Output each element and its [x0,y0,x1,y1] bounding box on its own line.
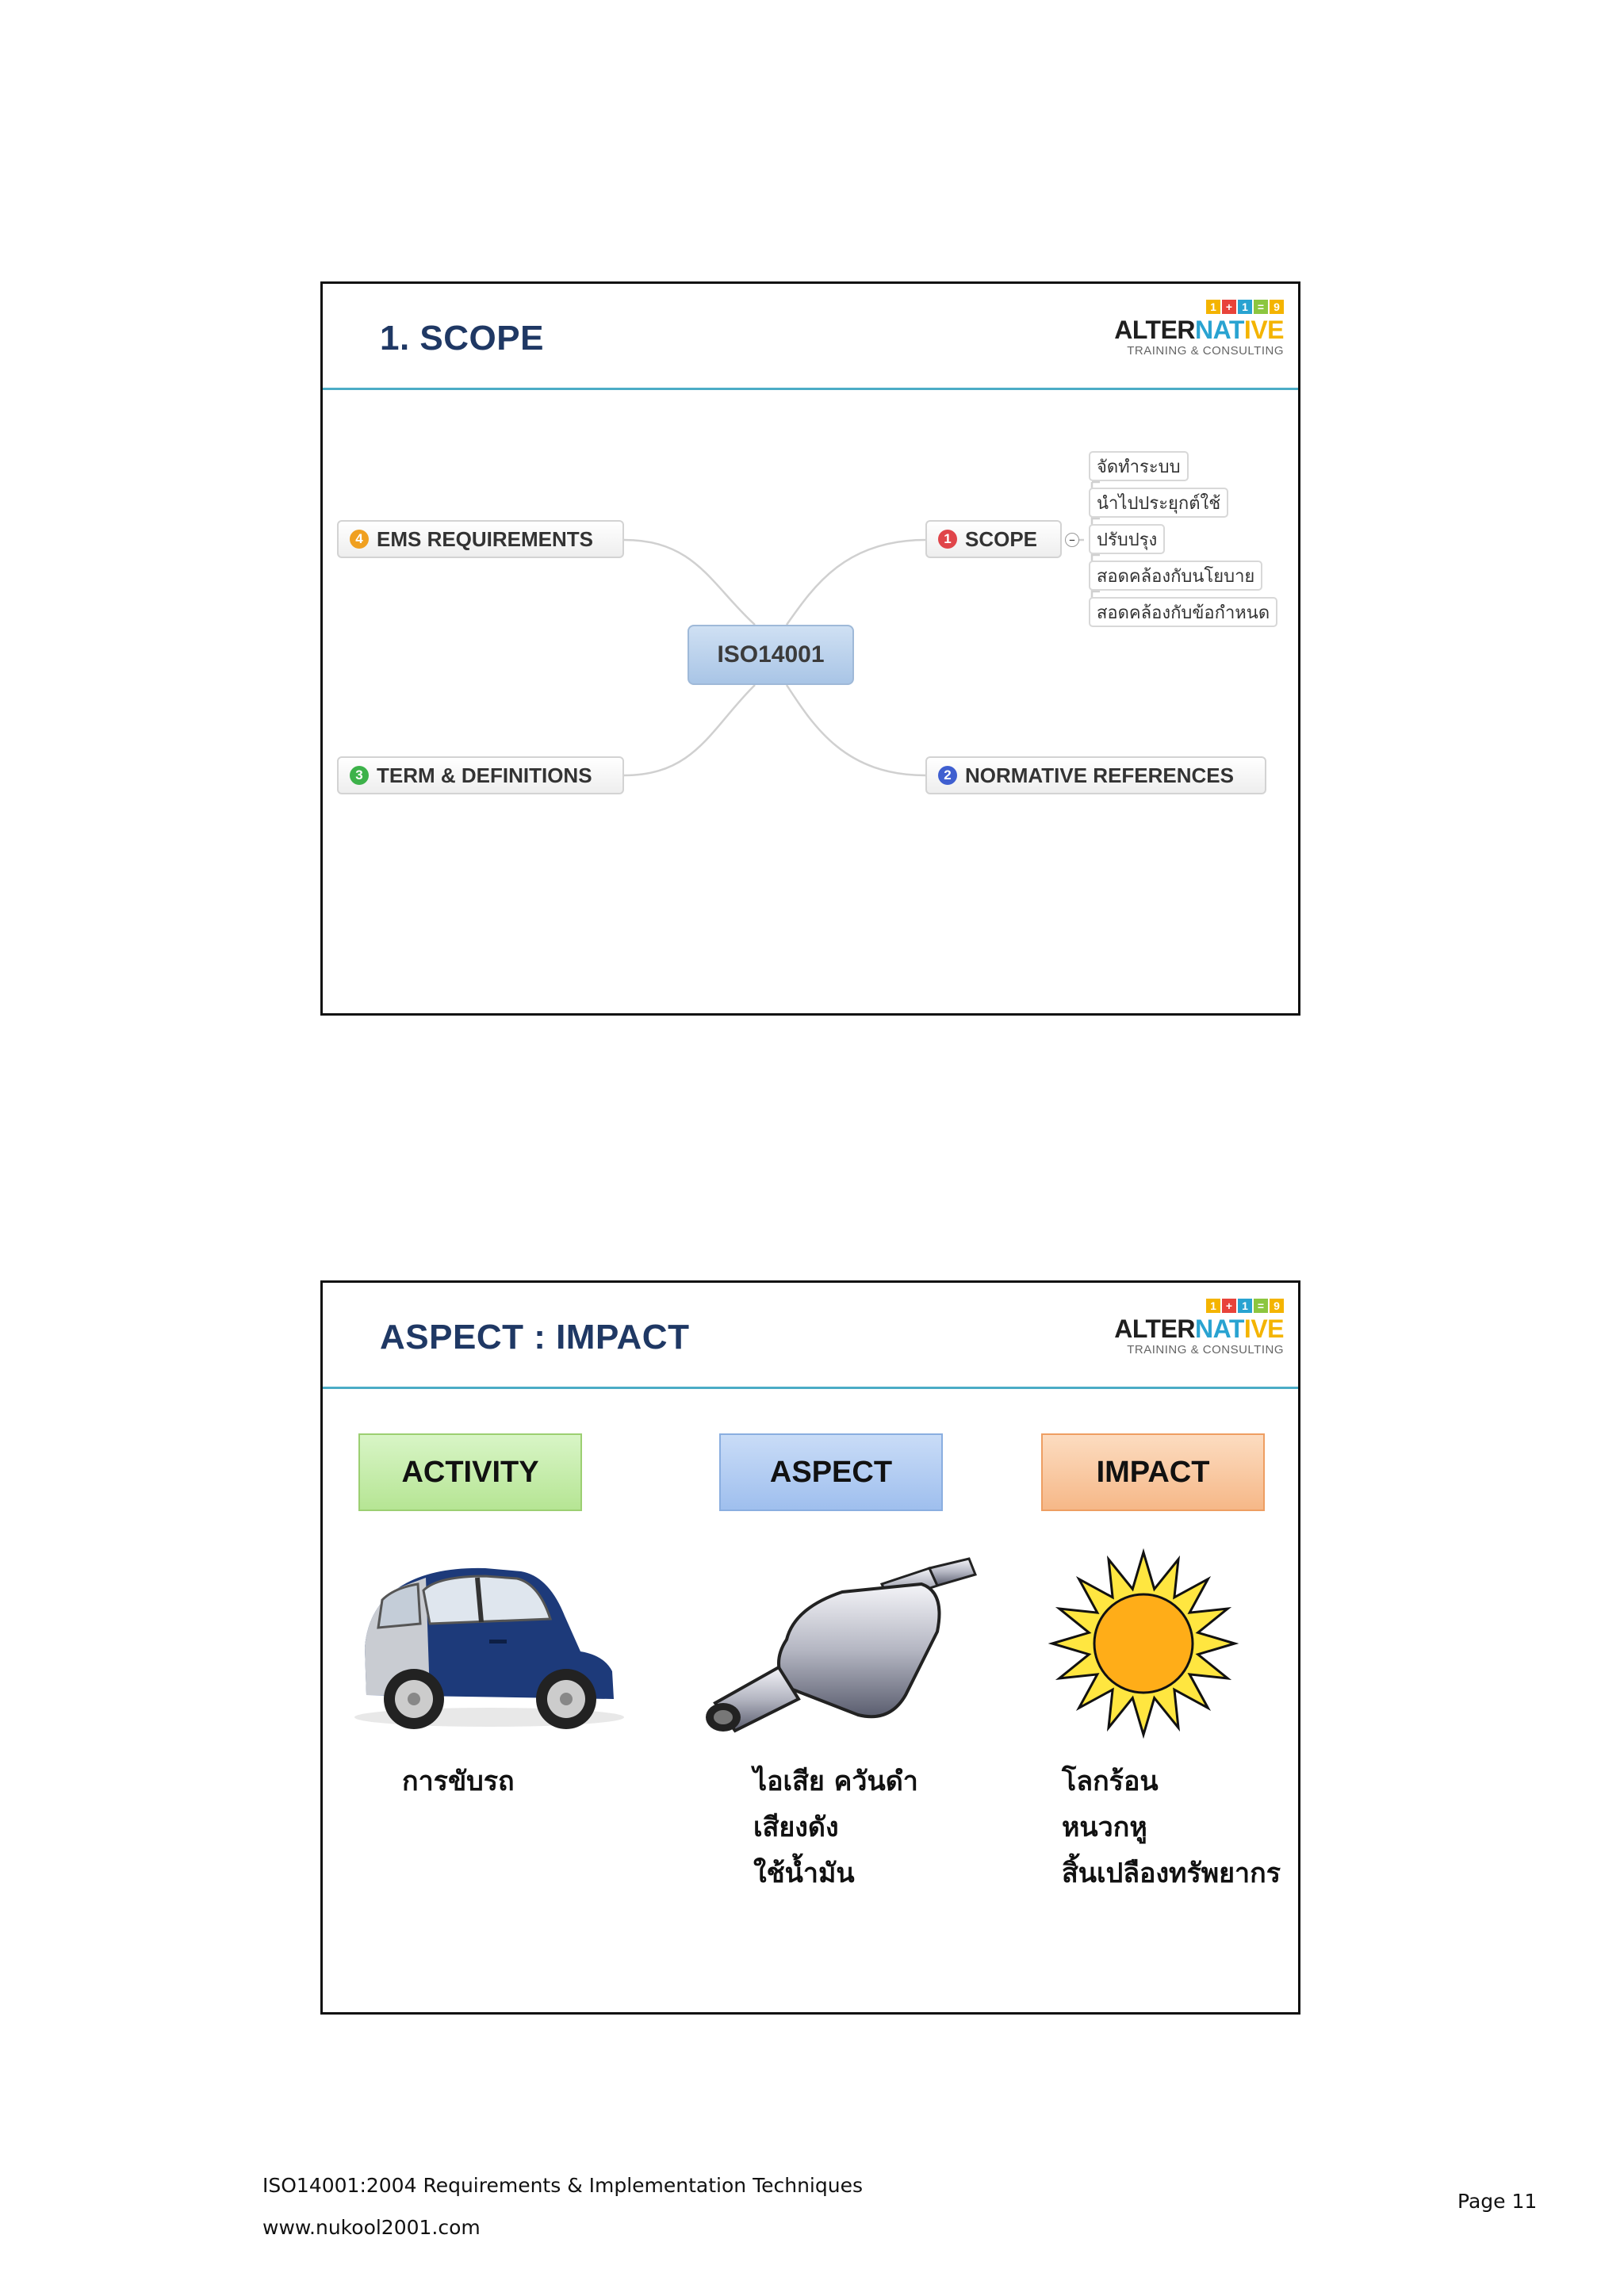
slide-title: ASPECT : IMPACT [380,1318,690,1357]
scope-child-node[interactable]: ปรับปรุง [1089,524,1165,554]
logo-box: 1 [1238,1299,1252,1313]
logo-box: 9 [1270,300,1284,314]
connector-normative [787,685,925,775]
scope-child-node[interactable]: จัดทำระบบ [1089,451,1189,481]
slide-title: 1. SCOPE [380,319,544,358]
node-label: NORMATIVE REFERENCES [965,763,1234,787]
scope-child-node[interactable]: สอดคล้องกับนโยบาย [1089,561,1262,591]
scope-child-node[interactable]: นำไปประยุกต์ใช้ [1089,488,1228,518]
footer-document-title: ISO14001:2004 Requirements & Implementation Techniques [262,2174,863,2197]
node-ems-requirements[interactable] [337,520,624,558]
aspect-item: เสียงดัง [753,1812,839,1843]
number-badge-4: 4 [350,530,369,549]
aspect-item: ใช้น้ำมัน [753,1858,855,1889]
node-term-definitions[interactable] [337,756,624,794]
connector-scope [787,540,925,625]
page-number: Page 11 [1457,2190,1538,2213]
activity-text [402,1758,515,1804]
car-image [350,1552,628,1735]
connector-ems [624,540,755,625]
number-badge-3: 3 [350,766,369,785]
logo-number-boxes [1206,1299,1284,1313]
title-divider [323,1387,1298,1389]
logo-box: + [1222,1299,1236,1313]
activity-item: การขับรถ [402,1766,515,1797]
muffler-image [691,1552,993,1743]
impact-item: โลกร้อน [1062,1766,1159,1797]
node-label: TERM & DEFINITIONS [377,763,592,787]
logo-box: = [1254,300,1268,314]
aspect-text [753,1758,918,1896]
slide-aspect-impact [320,1280,1300,2015]
number-badge-2: 2 [938,766,957,785]
impact-text [1062,1758,1281,1896]
central-node-iso14001[interactable]: ISO14001 [688,625,854,685]
slide-scope [320,281,1300,1016]
logo-wordmark: ALTERNATIVE [1114,1314,1284,1343]
number-badge-1: 1 [938,530,957,549]
logo-box: 1 [1206,300,1220,314]
logo-box: + [1222,300,1236,314]
impact-item: สิ้นเปลืองทรัพยากร [1062,1858,1281,1889]
logo-tagline: TRAINING & CONSULTING [1127,344,1284,358]
logo-box: = [1254,1299,1268,1313]
logo-box: 1 [1206,1299,1220,1313]
aspect-item: ไอเสีย ควันดำ [753,1766,918,1797]
activity-header-box: ACTIVITY [358,1433,582,1511]
impact-header-box: IMPACT [1041,1433,1265,1511]
node-scope[interactable] [925,520,1062,558]
logo-box: 1 [1238,300,1252,314]
alternative-logo [1114,1299,1284,1362]
aspect-header-box: ASPECT [719,1433,943,1511]
sun-image [1048,1548,1239,1739]
scope-child-node[interactable]: สอดคล้องกับข้อกำหนด [1089,597,1277,627]
node-label: EMS REQUIREMENTS [377,526,594,551]
logo-box: 9 [1270,1299,1284,1313]
collapse-toggle-icon[interactable]: – [1065,533,1079,547]
node-label: SCOPE [965,526,1038,551]
impact-item: หนวกหู [1062,1812,1147,1843]
logo-tagline: TRAINING & CONSULTING [1127,1343,1284,1357]
node-normative-references[interactable] [925,756,1266,794]
connector-term [624,685,755,775]
footer-website[interactable]: www.nukool2001.com [262,2216,481,2239]
logo-wordmark: ALTERNATIVE [1114,316,1284,344]
